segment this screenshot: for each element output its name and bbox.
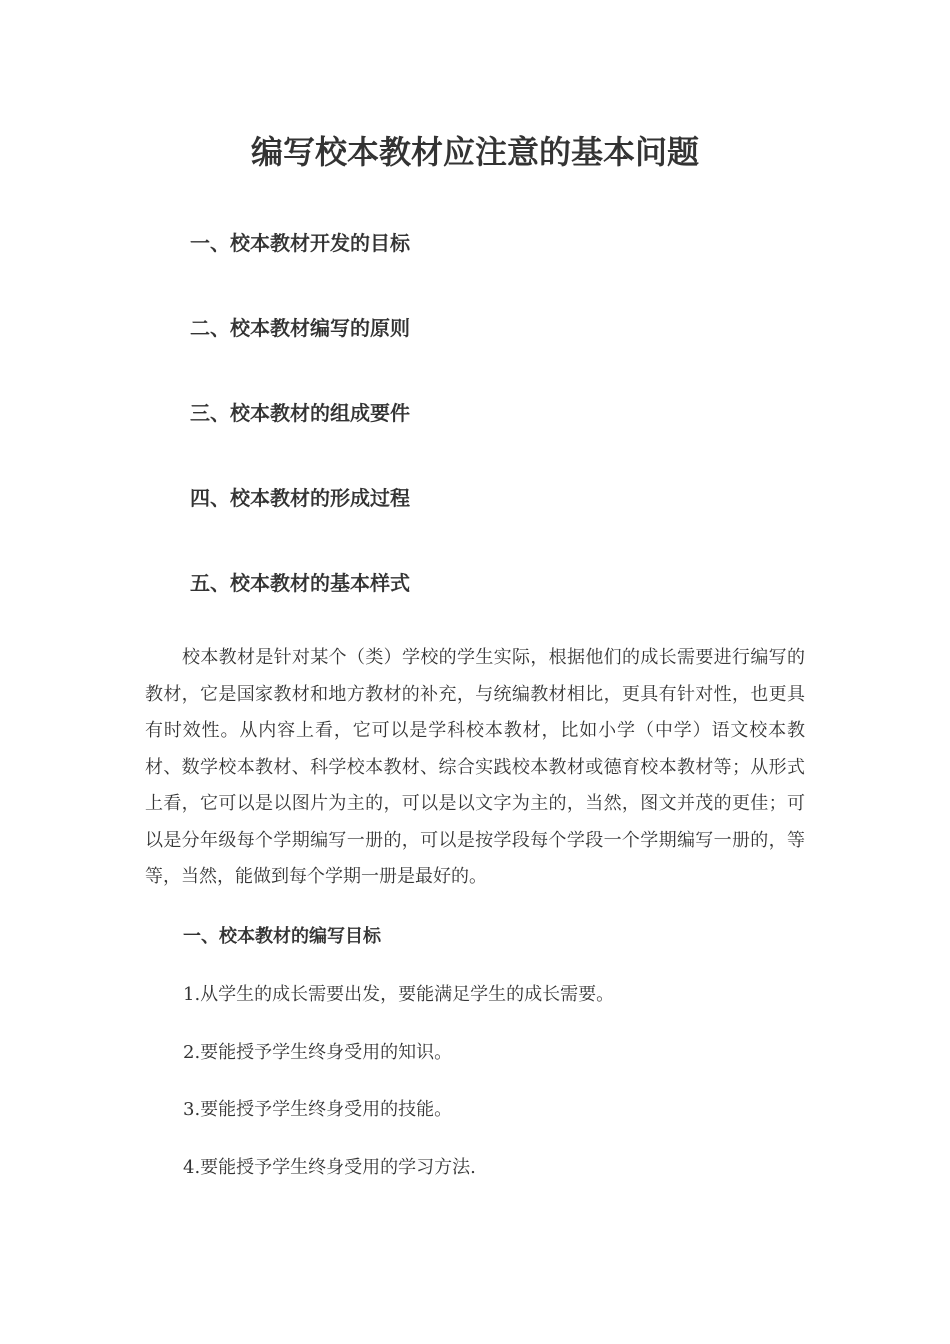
outline-heading-5: 五、校本教材的基本样式 <box>190 571 410 595</box>
section-heading-goals: 一、校本教材的编写目标 <box>183 926 381 947</box>
outline-heading-1: 一、校本教材开发的目标 <box>190 231 410 255</box>
document-title: 编写校本教材应注意的基本问题 <box>250 133 699 171</box>
outline-heading-2: 二、校本教材编写的原则 <box>190 316 410 340</box>
goal-item-2: 2.要能授予学生终身受用的知识。 <box>183 1042 453 1063</box>
outline-heading-4: 四、校本教材的形成过程 <box>190 486 410 510</box>
outline-heading-3: 三、校本教材的组成要件 <box>190 401 410 425</box>
goal-item-4: 4.要能授予学生终身受用的学习方法. <box>183 1157 476 1178</box>
goal-item-3: 3.要能授予学生终身受用的技能。 <box>183 1099 453 1120</box>
goal-item-1: 1.从学生的成长需要出发，要能满足学生的成长需要。 <box>183 984 615 1005</box>
intro-paragraph: 校本教材是针对某个（类）学校的学生实际，根据他们的成长需要进行编写的教材，它是国家教材和地方教材的补充，与统编教材相比，更具有针对性，也更具有时效性。从内容上看，它可以是学科校本教材，比如小学（中学）语文校本教材、数学校本教材、科学校本教材、综合实践校本教材或德育校本教材等；从形式上看，它可以是以图片为主的，可以是以文字为主的，当然，图文并茂的更佳；可以是分年级每个学期编写一册的，可以是按学段每个学段一个学期编写一册的，等等，当然，能做到每个学期一册是最好的。 <box>145 647 805 887</box>
